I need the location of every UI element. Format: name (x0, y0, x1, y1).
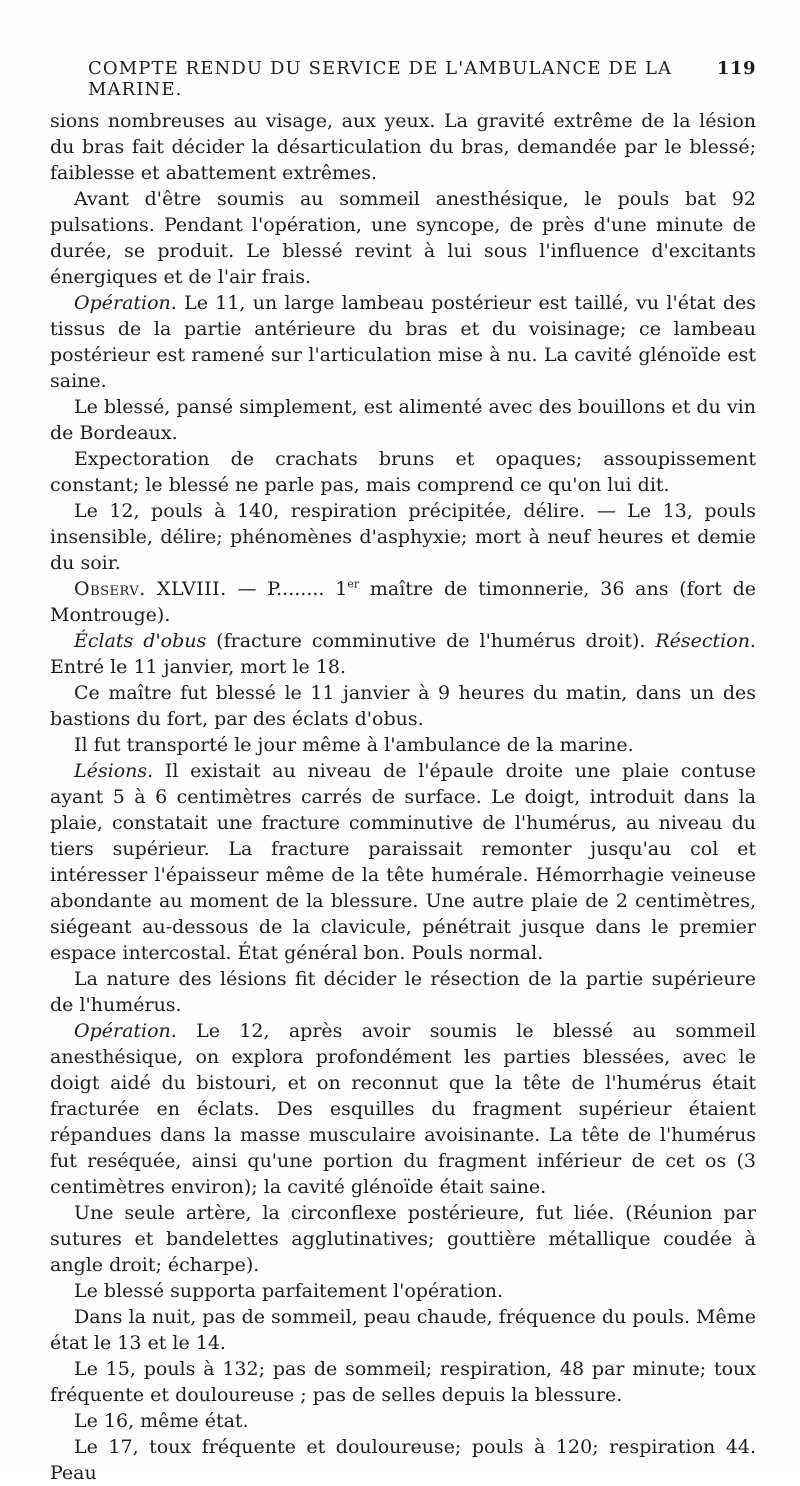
paragraph-lead: Lésions. (74, 760, 154, 782)
paragraph-16: Dans la nuit, pas de sommeil, peau chaude, fréquence du pouls. Même état le 13 et le 14. (50, 1306, 756, 1354)
body-text (50, 108, 756, 1486)
paragraph-8: Éclats d'obus (fracture comminutive de l'humérus droit). Résection. Entré le 11 janvier, mort le 18. (50, 630, 756, 678)
paragraph-6: Le 12, pouls à 140, respiration précipitée, délire. — Le 13, pouls insensible, délire; phénomènes d'asphyxie; mort à neuf heures et demie du soir. (50, 500, 756, 574)
paragraph-11: Lésions. Il existait au niveau de l'épaule droite une plaie contuse ayant 5 à 6 centimètres carrés de surface. Le doigt, introduit dans la plaie, constatait une fracture comminutive de l'humérus, au niveau du tiers supérieur. La fracture paraissait remonter jusqu'au col et intéresser l'épaisseur même de la tête humérale. Hémorrhagie veineuse abondante au moment de la blessure. Une autre plaie de 2 centimètres, siégeant au-dessous de la clavicule, pénétrait jusque dans le premier espace intercostal. État général bon. Pouls normal. (50, 760, 756, 964)
running-header (88, 58, 756, 100)
paragraph-lead: Opération. (74, 292, 177, 314)
paragraph-5: Expectoration de crachats bruns et opaques; assoupissement constant; le blessé ne parle pas, mais comprend ce qu'on lui dit. (50, 448, 756, 496)
paragraph-1: sions nombreuses au visage, aux yeux. La gravité extrême de la lésion du bras fait décider la désarticulation du bras, demandée par le blessé; faiblesse et abattement extrêmes. (50, 110, 756, 184)
paragraph-15: Le blessé supporta parfaitement l'opération. (74, 1280, 504, 1302)
page-number: 119 (716, 58, 756, 79)
paragraph-9: Ce maître fut blessé le 11 janvier à 9 heures du matin, dans un des bastions du fort, par des éclats d'obus. (50, 682, 756, 730)
paragraph-lead-2: Résection. (655, 630, 756, 652)
observation-label: Observ. XLVIII. (74, 578, 227, 600)
paragraph-lead: Opération. (74, 1020, 177, 1042)
observation-heading: Observ. XLVIII. — P........ 1er maître de timonnerie, 36 ans (fort de Montrouge). (50, 577, 756, 626)
paragraph-4: Le blessé, pansé simplement, est alimenté avec des bouillons et du vin de Bordeaux. (50, 396, 756, 444)
paragraph-19: Le 17, toux fréquente et douloureuse; pouls à 120; respiration 44. Peau (50, 1436, 756, 1484)
paragraph-14: Une seule artère, la circonflexe postérieure, fut liée. (Réunion par sutures et bandelettes agglutinatives; gouttière métallique coudée à angle droit; écharpe). (50, 1202, 756, 1276)
paragraph-17: Le 15, pouls à 132; pas de sommeil; respiration, 48 par minute; toux fréquente et douloureuse ; pas de selles depuis la blessure. (50, 1358, 756, 1406)
paragraph-2: Avant d'être soumis au sommeil anesthésique, le pouls bat 92 pulsations. Pendant l'opération, une syncope, de près d'une minute de durée, se produit. Le blessé revint à lui sous l'influence d'excitants énergiques et de l'air frais. (50, 188, 756, 288)
paragraph-lead: Éclats d'obus (74, 630, 207, 652)
paragraph-10: Il fut transporté le jour même à l'ambulance de la marine. (74, 734, 634, 756)
paragraph-3: Opération. Le 11, un large lambeau postérieur est taillé, vu l'état des tissus de la partie antérieure du bras et du voisinage; ce lambeau postérieur est ramené sur l'articulation mise à nu. La cavité glénoïde est saine. (50, 292, 756, 392)
paragraph-12: La nature des lésions fit décider le résection de la partie supérieure de l'humérus. (50, 968, 756, 1016)
running-title: COMPTE RENDU DU SERVICE DE L'AMBULANCE DE LA MARINE. (88, 58, 673, 100)
paragraph-13: Opération. Le 12, après avoir soumis le blessé au sommeil anesthésique, on explora profondément les parties blessées, avec le doigt aidé du bistouri, et on reconnut que la tête de l'humérus était fracturée en éclats. Des esquilles du fragment supérieur étaient répandues dans la masse musculaire avoisinante. La tête de l'humérus fut reséquée, ainsi qu'une portion du fragment inférieur de cet os (3 centimètres environ); la cavité glénoïde était saine. (50, 1020, 756, 1198)
paragraph-18: Le 16, même état. (74, 1410, 249, 1432)
